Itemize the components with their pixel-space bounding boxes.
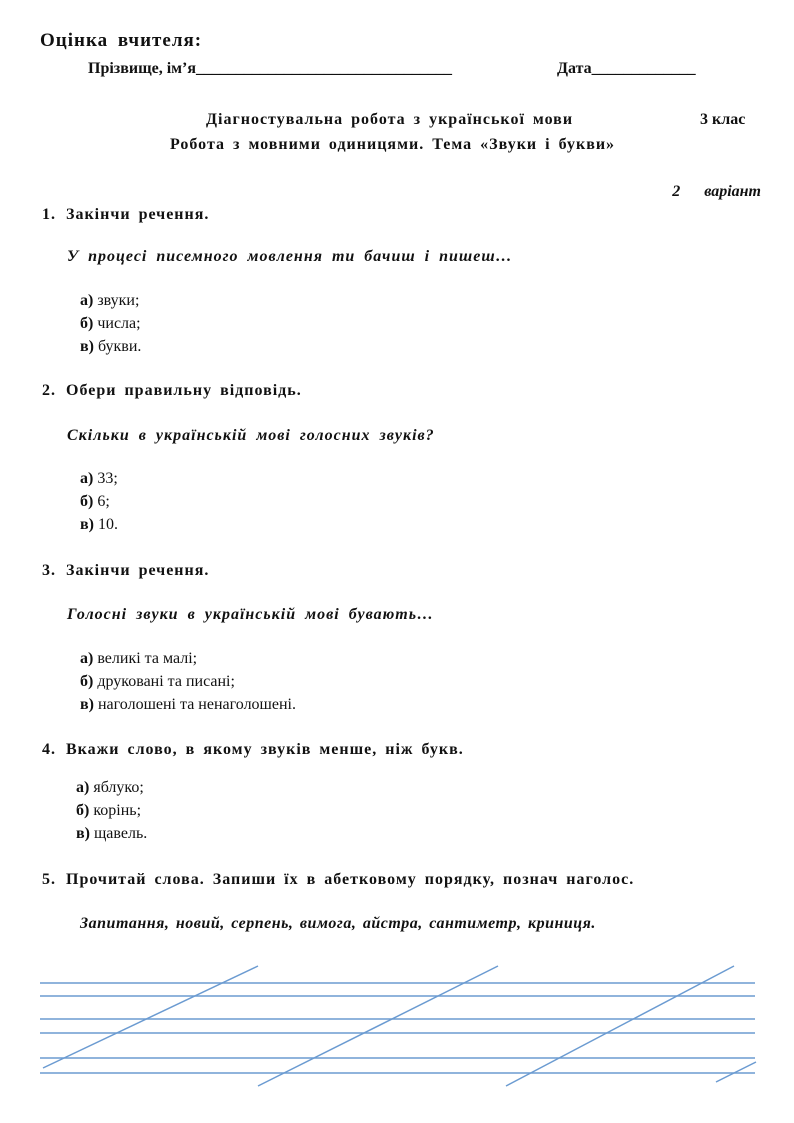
student-name-field[interactable]: Прізвище, ім’я________________________________ xyxy=(88,60,453,77)
instruction-text: Вкажи слово, в якому звуків менше, ніж букв. xyxy=(66,741,464,758)
question-5-words: Запитання, новий, серпень, вимога, айстра, сантиметр, криниця. xyxy=(80,915,596,932)
option-letter: а) xyxy=(76,779,90,796)
option-text: корінь; xyxy=(93,802,142,819)
option-letter: в) xyxy=(76,825,90,842)
option-letter: а) xyxy=(80,470,94,487)
option-letter: б) xyxy=(80,315,94,332)
instruction-text: Закінчи речення. xyxy=(66,562,210,579)
option-text: яблуко; xyxy=(93,779,144,796)
question-number: 3. xyxy=(42,562,56,579)
question-number: 5. xyxy=(42,871,56,888)
question-3-prompt: Голосні звуки в українській мові бувають… xyxy=(67,606,435,623)
date-field[interactable]: Дата_____________ xyxy=(557,60,696,77)
question-1-prompt: У процесі писемного мовлення ти бачиш і пишеш… xyxy=(67,248,513,265)
option-letter: а) xyxy=(80,650,94,667)
test-title: Діагностувальна робота з української мови xyxy=(206,111,574,128)
slant-line xyxy=(43,966,258,1068)
question-number: 4. xyxy=(42,741,56,758)
option-text: числа; xyxy=(97,315,141,332)
instruction-text: Закінчи речення. xyxy=(66,206,210,223)
option-letter: в) xyxy=(80,516,94,533)
option-text: 33; xyxy=(97,470,118,487)
option-letter: в) xyxy=(80,696,94,713)
option-letter: б) xyxy=(76,802,90,819)
option-letter: б) xyxy=(80,673,94,690)
slant-line xyxy=(258,966,498,1086)
option-text: наголошені та ненаголошені. xyxy=(97,696,296,713)
question-number: 1. xyxy=(42,206,56,223)
option-letter: в) xyxy=(80,338,94,355)
option-letter: а) xyxy=(80,292,94,309)
option-text: 6; xyxy=(97,493,110,510)
option-text: звуки; xyxy=(97,292,140,309)
option-text: великі та малі; xyxy=(97,650,198,667)
question-number: 2. xyxy=(42,382,56,399)
option-text: щавель. xyxy=(93,825,148,842)
question-2-prompt: Скільки в українській мові голосних звуків? xyxy=(67,427,435,444)
grade-class: 3 клас xyxy=(700,111,746,128)
instruction-text: Прочитай слова. Запиши їх в абетковому порядку, познач наголос. xyxy=(66,871,635,888)
option-letter: б) xyxy=(80,493,94,510)
slant-line xyxy=(506,966,734,1086)
option-text: букви. xyxy=(97,338,142,355)
test-topic: Робота з мовними одиницями. Тема «Звуки і букви» xyxy=(170,136,616,153)
teacher-grade-label: Оцінка вчителя: xyxy=(40,30,203,51)
slant-line xyxy=(716,1062,756,1082)
option-text: друковані та писані; xyxy=(97,673,235,690)
instruction-text: Обери правильну відповідь. xyxy=(66,382,302,399)
option-text: 10. xyxy=(97,516,118,533)
variant-label: 2 варіант xyxy=(672,183,761,200)
